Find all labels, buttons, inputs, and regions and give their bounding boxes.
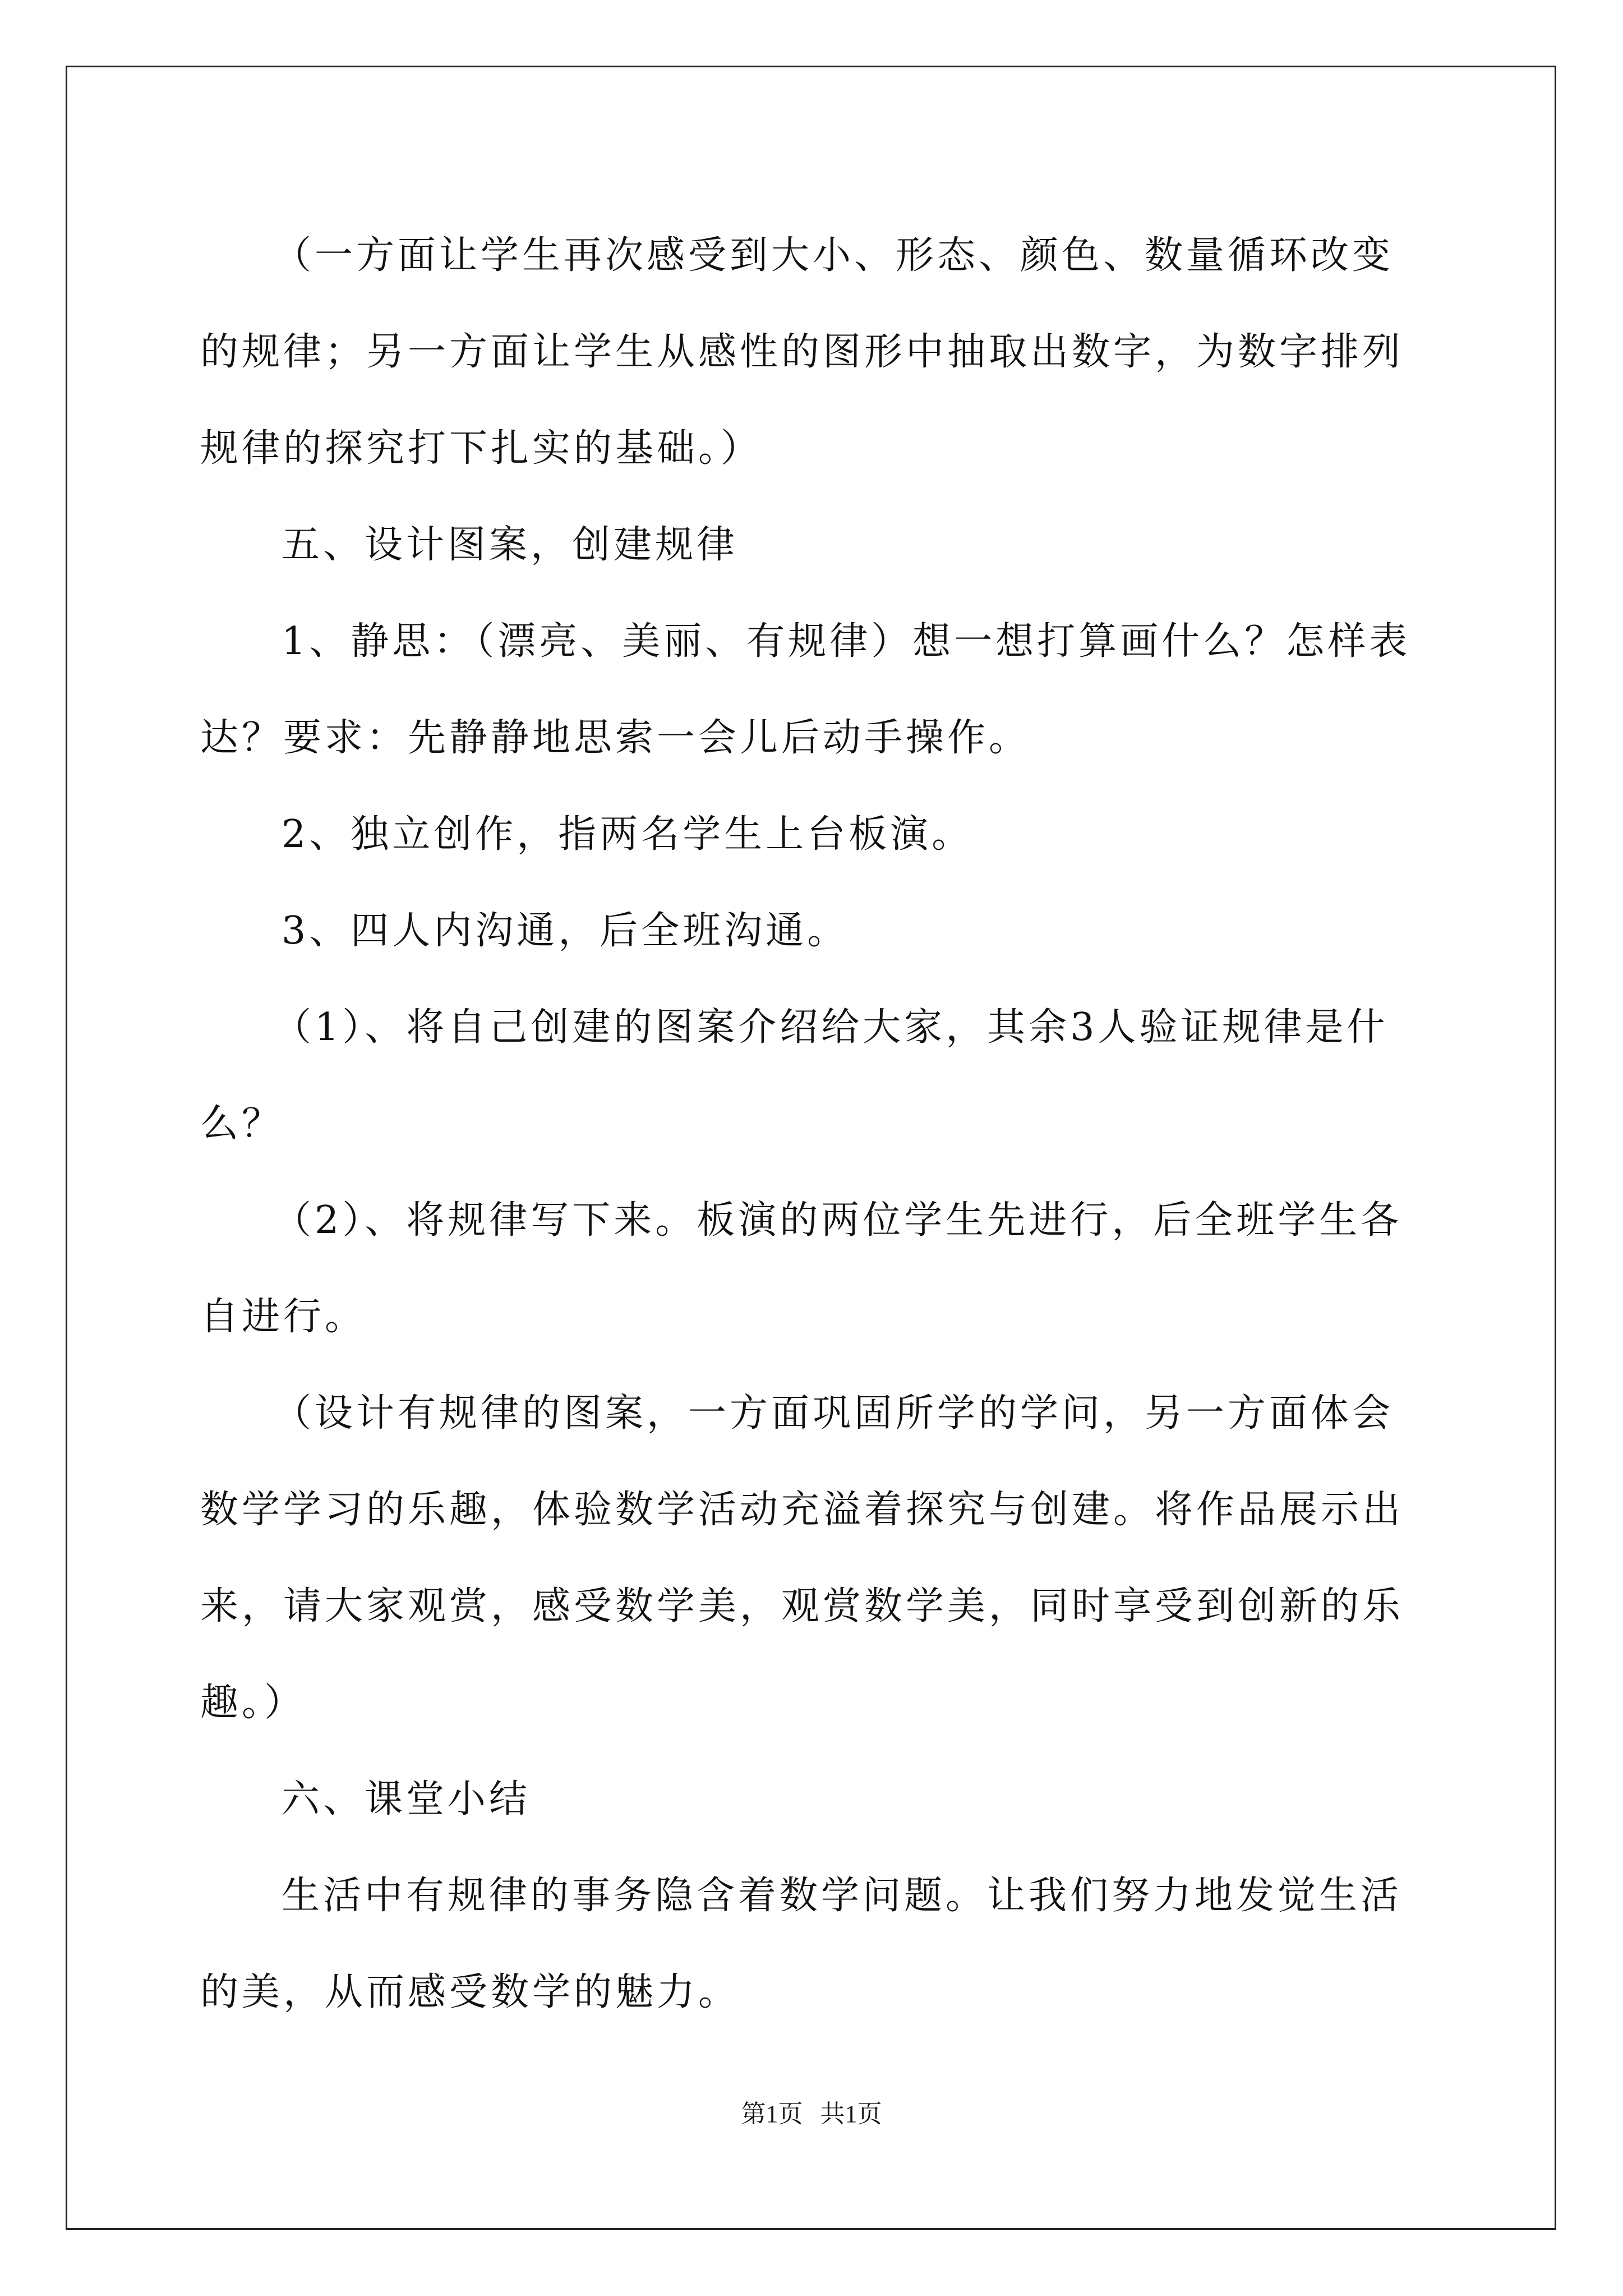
section-heading-summary: 六、课堂小结 xyxy=(282,1777,531,1821)
page-footer xyxy=(0,2093,1623,2129)
paragraph-step-2: 2、独立创作，指两名学生上台板演。 xyxy=(282,812,974,857)
paragraph-sub-1: （1）、将自己创建的图案介绍给大家，其余3人验证规律是什么？ xyxy=(200,1005,1389,1146)
paragraph-step-3: 3、四人内沟通，后全班沟通。 xyxy=(282,909,849,953)
page-number-total: 共1页 xyxy=(820,2100,882,2128)
section-heading-design-pattern: 五、设计图案，创建规律 xyxy=(282,523,739,567)
page-number-current: 第1页 xyxy=(741,2100,803,2128)
paragraph-sub-2: （2）、将规律写下来。板演的两位学生先进行，后全班学生各自进行。 xyxy=(200,1198,1403,1339)
paragraph-step-1: 1、静思：（漂亮、美丽、有规律）想一想打算画什么？怎样表达？要求：先静静地思索一会儿后动手操作。 xyxy=(200,619,1411,760)
paragraph-design-note: （一方面让学生再次感受到大小、形态、颜色、数量循环改变的规律；另一方面让学生从感性的图形中抽取出数字，为数字排列规律的探究打下扎实的基础。） xyxy=(200,233,1404,471)
document-body xyxy=(200,208,1434,2041)
paragraph-summary: 生活中有规律的事务隐含着数学问题。让我们努力地发觉生活的美，从而感受数学的魅力。 xyxy=(200,1874,1403,2014)
paragraph-design-purpose: （设计有规律的图案，一方面巩固所学的学问，另一方面体会数学学习的乐趣，体验数学活动充溢着探究与创建。将作品展示出来，请大家观赏，感受数学美，观赏数学美，同时享受到创新的乐趣。） xyxy=(200,1391,1404,1725)
